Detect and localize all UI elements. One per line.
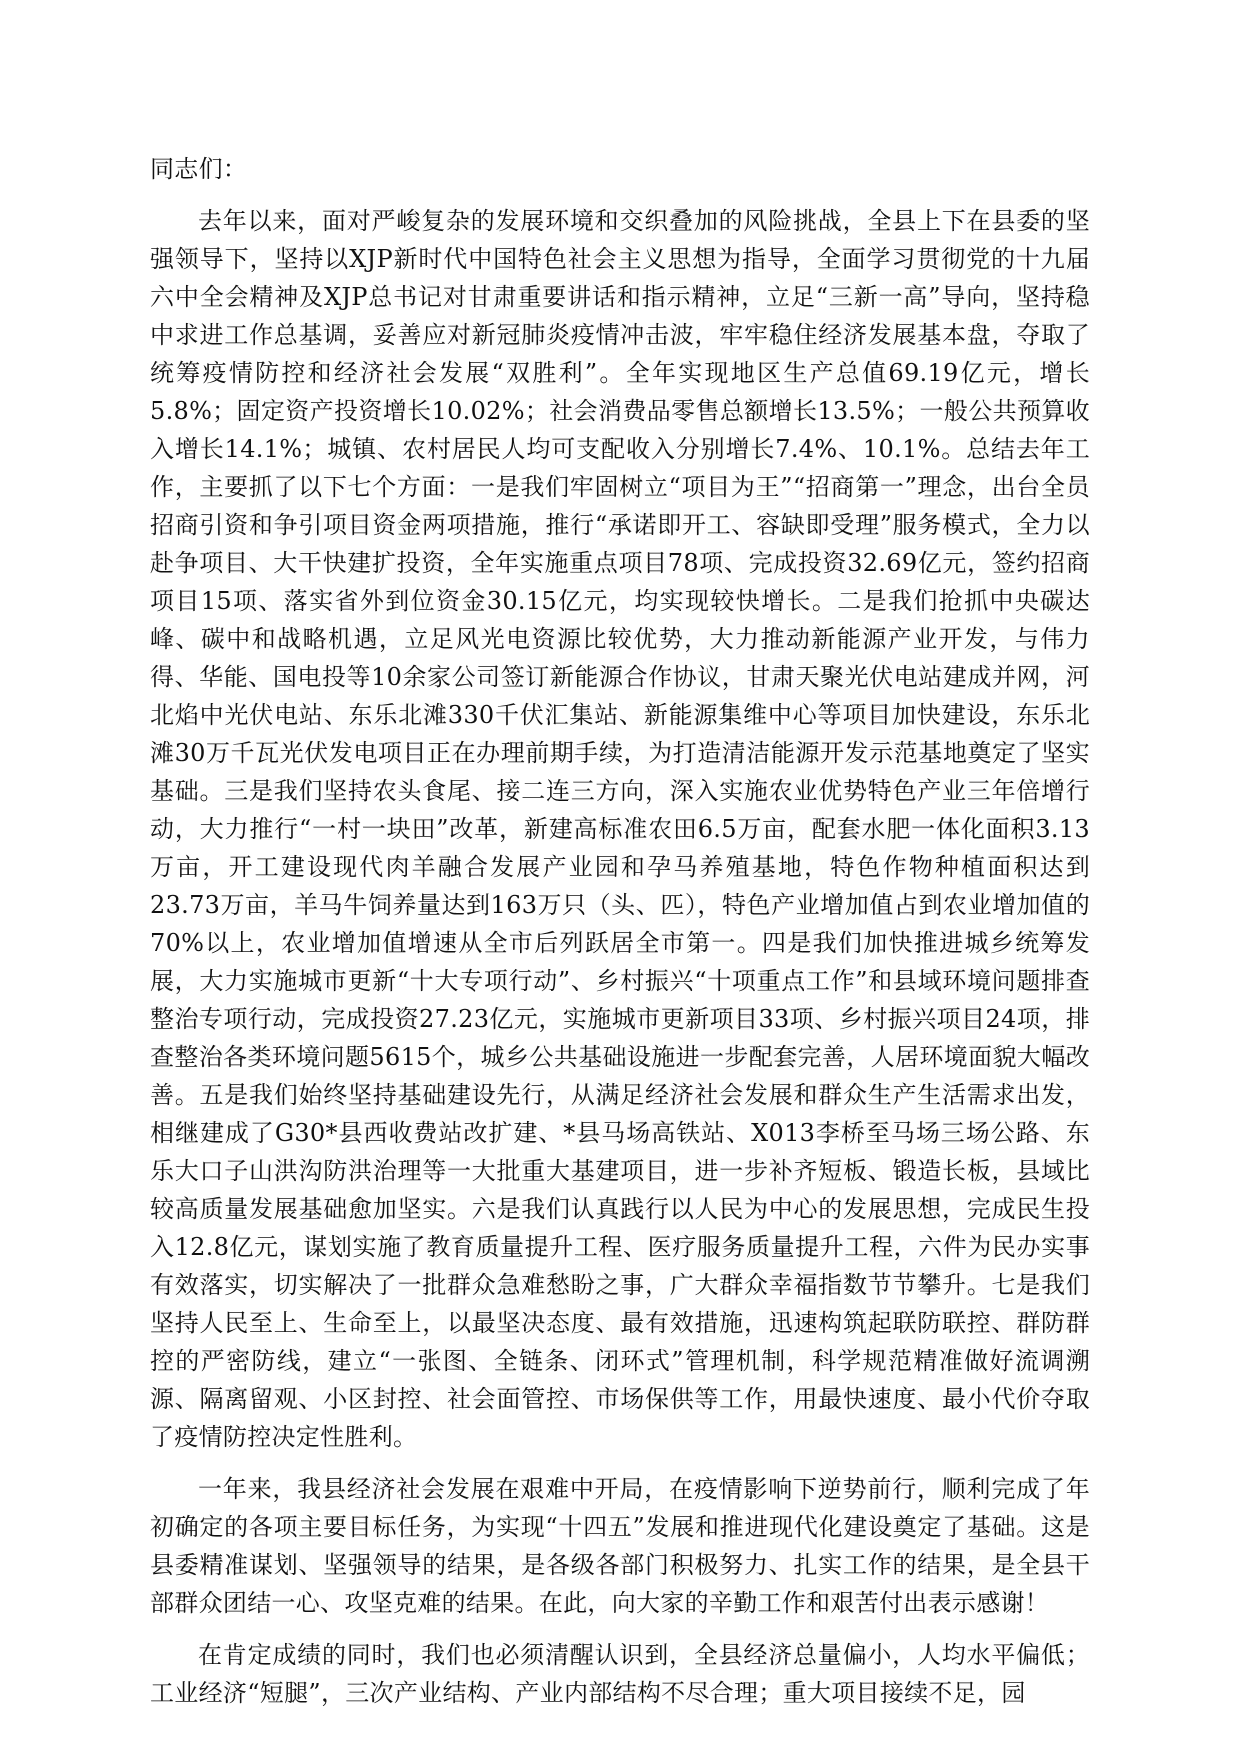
salutation: 同志们：: [150, 155, 248, 183]
paragraph-summary-thanks: 一年来，我县经济社会发展在艰难中开局，在疫情影响下逆势前行，顺利完成了年初确定的各项主要目标任务，为实现“十四五”发展和推进现代化建设奠定了基础。这是县委精准谋划、坚强领导的结果，是各级各部门积极努力、扎实工作的结果，是全县干部群众团结一心、攻坚克难的结果。在此，向大家的辛勤工作和艰苦付出表示感谢！: [150, 1475, 1090, 1617]
document-page: [150, 150, 1090, 1726]
paragraph-achievements: 去年以来，面对严峻复杂的发展环境和交织叠加的风险挑战，全县上下在县委的坚强领导下，坚持以XJP新时代中国特色社会主义思想为指导，全面学习贯彻党的十九届六中全会精神及XJP总书记对甘肃重要讲话和指示精神，立足“三新一高”导向，坚持稳中求进工作总基调，妥善应对新冠肺炎疫情冲击波，牢牢稳住经济发展基本盘，夺取了统筹疫情防控和经济社会发展“双胜利”。全年实现地区生产总值69.19亿元，增长5.8%；固定资产投资增长10.02%；社会消费品零售总额增长13.5%；一般公共预算收入增长14.1%；城镇、农村居民人均可支配收入分别增长7.4%、10.1%。总结去年工作，主要抓了以下七个方面：一是我们牢固树立“项目为王”“招商第一”理念，出台全员招商引资和争引项目资金两项措施，推行“承诺即开工、容缺即受理”服务模式，全力以赴争项目、大干快建扩投资，全年实施重点项目78项、完成投资32.69亿元，签约招商项目15项、落实省外到位资金30.15亿元，均实现较快增长。二是我们抢抓中央碳达峰、碳中和战略机遇，立足风光电资源比较优势，大力推动新能源产业开发，与伟力得、华能、国电投等10余家公司签订新能源合作协议，甘肃天聚光伏电站建成并网，河北焰中光伏电站、东乐北滩330千伏汇集站、新能源集维中心等项目加快建设，东乐北滩30万千瓦光伏发电项目正在办理前期手续，为打造清洁能源开发示范基地奠定了坚实基础。三是我们坚持农头食尾、接二连三方向，深入实施农业优势特色产业三年倍增行动，大力推行“一村一块田”改革，新建高标准农田6.5万亩，配套水肥一体化面积3.13万亩，开工建设现代肉羊融合发展产业园和孕马养殖基地，特色作物种植面积达到23.73万亩，羊马牛饲养量达到163万只（头、匹），特色产业增加值占到农业增加值的70%以上，农业增加值增速从全市后列跃居全市第一。四是我们加快推进城乡统筹发展，大力实施城市更新“十大专项行动”、乡村振兴“十项重点工作”和县域环境问题排查整治专项行动，完成投资27.23亿元，实施城市更新项目33项、乡村振兴项目24项，排查整治各类环境问题5615个，城乡公共基础设施进一步配套完善，人居环境面貌大幅改善。五是我们始终坚持基础建设先行，从满足经济社会发展和群众生产生活需求出发，相继建成了G30*县西收费站改扩建、*县马场高铁站、X013李桥至马场三场公路、东乐大口子山洪沟防洪治理等一大批重大基建项目，进一步补齐短板、锻造长板，县域比较高质量发展基础愈加坚实。六是我们认真践行以人民为中心的发展思想，完成民生投入12.8亿元，谋划实施了教育质量提升工程、医疗服务质量提升工程，六件为民办实事有效落实，切实解决了一批群众急难愁盼之事，广大群众幸福指数节节攀升。七是我们坚持人民至上、生命至上，以最坚决态度、最有效措施，迅速构筑起联防联控、群防群控的严密防线，建立“一张图、全链条、闭环式”管理机制，科学规范精准做好流调溯源、隔离留观、小区封控、社会面管控、市场保供等工作，用最快速度、最小代价夺取了疫情防控决定性胜利。: [150, 207, 1090, 1451]
paragraph-problems: 在肯定成绩的同时，我们也必须清醒认识到，全县经济总量偏小，人均水平偏低；工业经济“短腿”，三次产业结构、产业内部结构不尽合理；重大项目接续不足，园: [150, 1641, 1090, 1707]
